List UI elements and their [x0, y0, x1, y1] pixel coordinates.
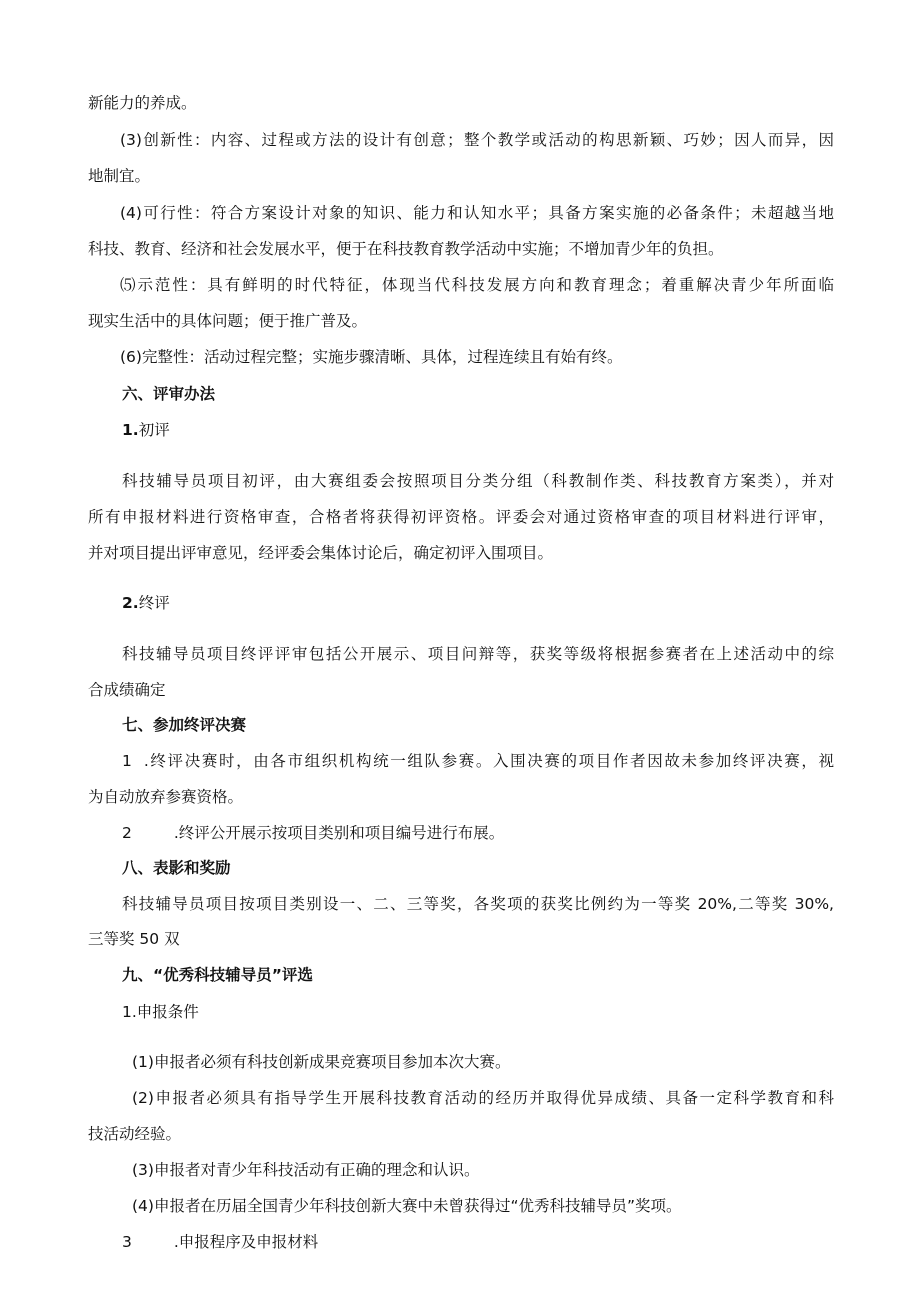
item-text: .申报程序及申报材料 [173, 1233, 319, 1251]
paragraph-line: 科技辅导员项目终评评审包括公开展示、项目问辩等，获奖等级将根据参赛者在上述活动中的综 [122, 645, 834, 663]
section-heading-outstanding: 九、“优秀科技辅导员”评选 [122, 966, 313, 984]
section-heading-final: 七、参加终评决赛 [122, 716, 247, 734]
paragraph-line: 技活动经验。 [88, 1125, 182, 1143]
subheading-initial-review [122, 419, 834, 441]
item-number: 2. [122, 594, 139, 612]
criterion-feasibility: (4)可行性：符合方案设计对象的知识、能力和认知水平；具备方案实施的必备条件；未超越当地 [120, 204, 834, 222]
paragraph-line: 所有申报材料进行资格审查，合格者将获得初评资格。评委会对通过资格审查的项目材料进行评审， [88, 508, 834, 526]
item-number: 2 [122, 824, 132, 842]
subheading-conditions: 1.申报条件 [122, 1003, 199, 1021]
condition-1: (1)申报者必须有科技创新成果竞赛项目参加本次大赛。 [132, 1053, 511, 1071]
condition-2: (2)申报者必须具有指导学生开展科技教育活动的经历并取得优异成绩、具备一定科学教育和科 [132, 1089, 834, 1107]
text-line: 现实生活中的具体问题；便于推广普及。 [88, 312, 368, 330]
subheading-final-review [122, 592, 834, 614]
paragraph-line: 科技辅导员项目初评，由大赛组委会按照项目分类分组（科教制作类、科技教育方案类），并对 [122, 472, 834, 490]
paragraph-line: 合成绩确定 [88, 681, 166, 699]
item-text: .终评公开展示按项目类别和项目编号进行布展。 [173, 824, 505, 842]
list-item-2 [122, 822, 834, 844]
item-text: .终评决赛时，由各市组织机构统一组队参赛。入围决赛的项目作者因故未参加终评决赛，视 [143, 752, 834, 770]
condition-4: (4)申报者在历届全国青少年科技创新大赛中未曾获得过“优秀科技辅导员”奖项。 [132, 1197, 682, 1215]
criterion-innovation: (3)创新性：内容、过程或方法的设计有创意；整个教学或活动的构思新颖、巧妙；因人而异，因 [120, 131, 834, 149]
section-heading-awards: 八、表影和奖励 [122, 859, 231, 877]
criterion-completeness: (6)完整性：活动过程完整；实施步骤清晰、具体，过程连续且有始有终。 [120, 348, 623, 366]
text-line: 科技、教育、经济和社会发展水平，便于在科技教育教学活动中实施；不增加青少年的负担。 [88, 240, 724, 258]
paragraph-line: 并对项目提出评审意见，经评委会集体讨论后，确定初评入围项目。 [88, 544, 554, 562]
text-line: 新能力的养成。 [88, 94, 197, 112]
subheading-label: 终评 [138, 594, 170, 612]
condition-3: (3)申报者对青少年科技活动有正确的理念和认识。 [132, 1161, 480, 1179]
paragraph-line: 为自动放弃参赛资格。 [88, 788, 244, 806]
subheading-procedure [122, 1231, 834, 1253]
subheading-label: 初评 [138, 421, 170, 439]
section-heading-review: 六、评审办法 [122, 385, 216, 403]
paragraph-line: 科技辅导员项目按项目类别设一、二、三等奖，各奖项的获奖比例约为一等奖 20%,二等奖 30%, [122, 895, 834, 913]
paragraph-line: 三等奖 50 双 [88, 930, 180, 948]
item-number: 1. [122, 421, 139, 439]
text-line: 地制宜。 [88, 167, 151, 185]
criterion-demonstration: ⑸示范性：具有鲜明的时代特征，体现当代科技发展方向和教育理念；着重解决青少年所面临 [120, 276, 834, 294]
list-item-1 [122, 750, 834, 772]
item-number: 3 [122, 1233, 132, 1251]
item-number: 1 [122, 752, 132, 770]
